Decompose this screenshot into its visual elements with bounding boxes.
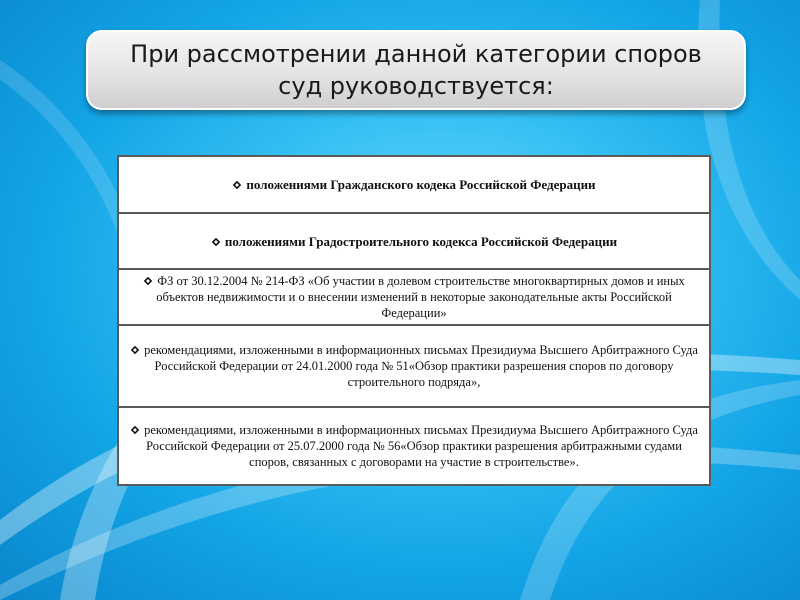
regulation-row	[119, 408, 709, 484]
regulation-row-content	[127, 273, 701, 321]
slide-title-box	[86, 30, 746, 110]
diamond-bullet-icon	[130, 345, 140, 355]
diamond-bullet-icon	[130, 425, 140, 435]
regulation-row	[119, 157, 709, 214]
regulation-text: положениями Гражданского кодека Российской Федерации	[246, 177, 596, 192]
regulation-row	[119, 326, 709, 408]
regulation-row	[119, 214, 709, 270]
regulation-row-content	[127, 422, 701, 470]
regulation-text: рекомендациями, изложенными в информационных письмах Президиума Высшего Арбитражного Суда Российской Федерации от 25.07.2000 года № 56«Обзор практики разрешения арбитражными судами споров, связанных с договорами на участие в строительстве».	[144, 423, 698, 469]
slide-title: При рассмотрении данной категории споров суд руководствуется:	[130, 40, 702, 100]
diamond-bullet-icon	[211, 237, 221, 247]
regulation-row-content	[211, 233, 617, 250]
regulation-text: ФЗ от 30.12.2004 № 214-ФЗ «Об участии в долевом строительстве многоквартирных домов и иных объектов недвижимости и о внесении изменений в некоторые законодательные акты Российской Федерации»	[156, 274, 685, 320]
regulation-row-content	[127, 342, 701, 390]
diamond-bullet-icon	[143, 276, 153, 286]
regulation-text: положениями Градостроительного кодекса Российской Федерации	[224, 233, 618, 249]
regulation-text: рекомендациями, изложенными в информационных письмах Президиума Высшего Арбитражного Суда Российской Федерации от 24.01.2000 года № 51«Обзор практики разрешения споров по договору строительного подряда»,	[144, 343, 698, 389]
regulation-row	[119, 270, 709, 326]
regulations-table	[117, 155, 711, 486]
regulation-row-content	[232, 176, 595, 193]
diamond-bullet-icon	[232, 180, 242, 190]
